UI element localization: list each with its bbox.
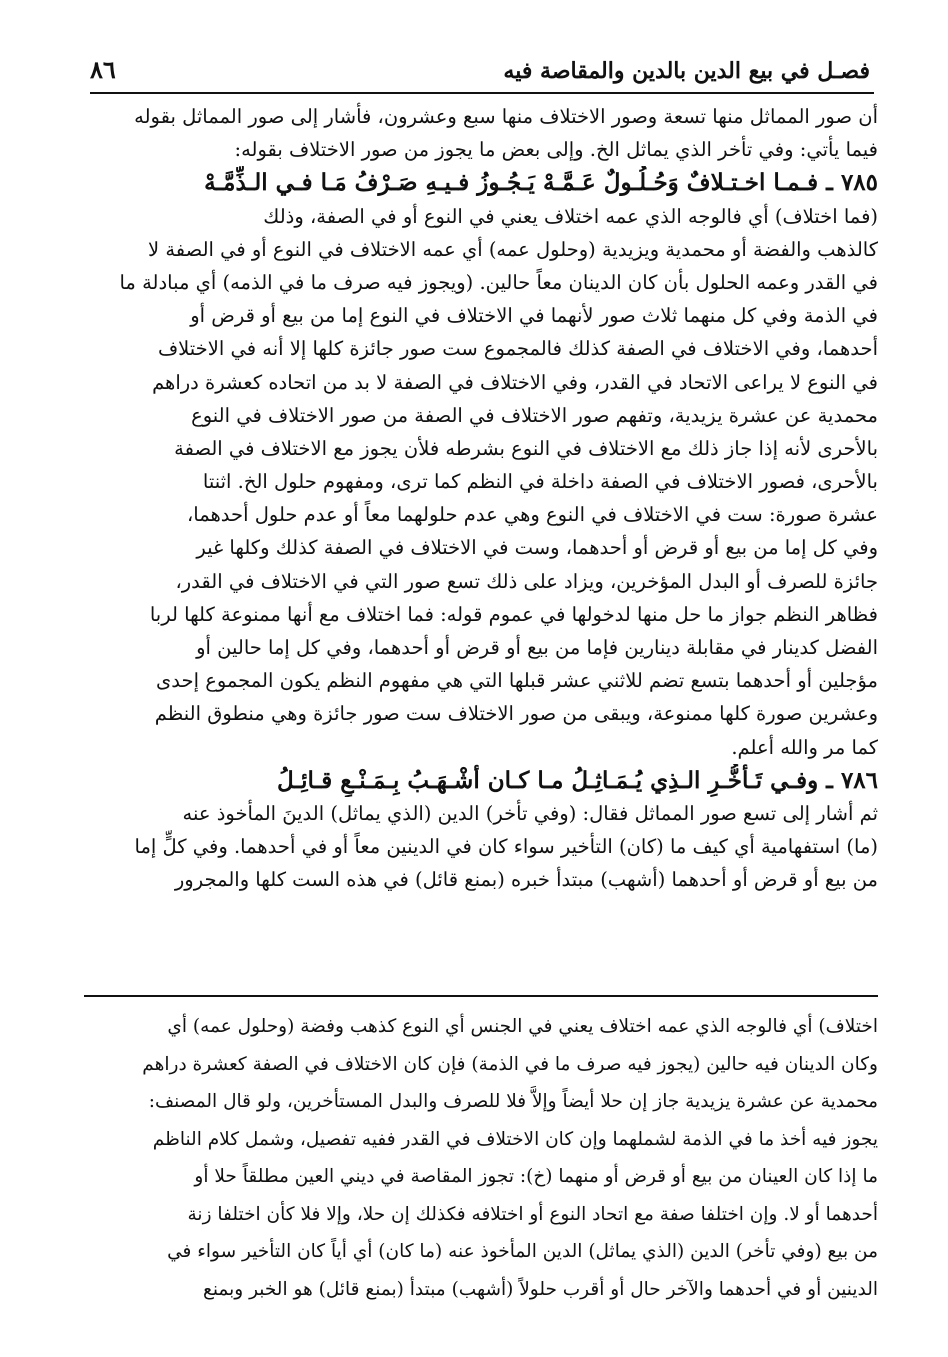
text-line: أحدهما، وفي الاختلاف في الصفة كذلك فالمجموع ست صور جائزة كلها إلا أنه في الاختلاف <box>157 337 878 361</box>
footnote-line: يجوز فيه أخذ ما في الذمة لشملهما وإن كان الاختلاف في القدر ففيه تفصيل، وشمل كلام الناظم <box>152 1128 878 1150</box>
text-line: وعشرين صورة كلها ممنوعة، ويبقى من صور الاختلاف ست صور جائزة وهي منطوق النظم <box>154 702 878 726</box>
footnote-line: محمدية عن عشرة يزيدية جاز إن حلا أيضاً وإلاَّ فلا للصرف والبدل المستأخرين، ولو قال المصنف: <box>148 1091 878 1112</box>
text-line: بالأحرى لأنه إذا جاز ذلك مع الاختلاف في النوع بشرطه فلأن يجوز مع الاختلاف في الصفة <box>174 436 878 460</box>
verse-line: ٧٨٥ ـ فـمـا اخـتـلافٌ وَحُـلُـولٌ عَـمَّـهْ يَـجُـوزُ فـيـهِ صَـرْفُ مَـا فـي الـذِّمَّـهْ <box>204 169 878 197</box>
text-line: في القدر وعمه الحلول بأن كان الدينان معاً حالين. (ويجوز فيه صرف ما في الذمه) أي مبادلة ما <box>119 270 878 294</box>
text-line: الفضل كدينار في مقابلة دينارين فإما من بيع أو قرض أو أحدهما، وفي كل إما حالين أو <box>196 636 878 659</box>
main-text <box>62 100 878 897</box>
page-number: ٨٦ <box>90 55 116 84</box>
text-line: فظاهر النظم جواز ما حل منها لدخولها في عموم قوله: فما اختلاف مع أنها ممنوعة كلها لربا <box>149 602 878 626</box>
text-line: فيما يأتي: وفي تأخر الذي يماثل الخ. وإلى بعض ما يجوز من صور الاختلاف بقوله: <box>234 138 878 162</box>
text-line: وفي كل إما من بيع أو قرض أو أحدهما، وست في الاختلاف في الصفة كذلك وكلها غير <box>196 536 878 560</box>
footnote-line: أحدهما أو لا. وإن اختلفا صفة مع اتحاد النوع أو اختلافه فكذلك إن حلا، وإلا فلا كأن اختلفا زنة <box>187 1203 878 1225</box>
text-line: جائزة للصرف أو البدل المؤخرين، ويزاد على ذلك تسع صور التي في الاختلاف في القدر، <box>175 569 878 593</box>
text-line: من بيع أو قرض أو أحدهما (أشهب) مبتدأ خبره (بمنع قائل) في هذه الست كلها والمجرور <box>174 868 878 892</box>
text-line: بالأحرى، فصور الاختلاف في الصفة داخلة في النظم كما ترى، ومفهوم حلول الخ. اثنتا <box>202 470 878 494</box>
header-title: فصـل في بيع الدين بالدين والمقاصة فيه <box>503 58 870 84</box>
footnote-line: من بيع (وفي تأخر) الدين (الذي يماثل) الدين المأخوذ عنه (ما كان) أي أياً كان التأخير سواء في <box>167 1241 878 1262</box>
footnote-line: ما إذا كان العينان من بيع أو قرض أو منهما (خ): تجوز المقاصة في ديني العين مطلقاً حلا أو <box>194 1166 878 1187</box>
text-line: ثم أشار إلى تسع صور المماثل فقال: (وفي تأخر) الدين (الذي يماثل) الدينَ المأخوذ عنه <box>182 801 878 825</box>
text-line: في النوع لا يراعى الاتحاد في القدر، وفي الاختلاف في الصفة لا بد من اتحاده كعشرة دراهم <box>152 370 878 394</box>
running-header <box>90 40 870 84</box>
text-line: كما مر والله أعلم. <box>731 735 878 759</box>
header-divider <box>90 92 874 94</box>
text-line: (ما) استفهامية أي كيف ما (كان) التأخير سواء كان في الدينين معاً أو في أحدهما. وفي كلٍّ إما <box>134 835 878 859</box>
footnote-line: الدينين أو في أحدهما والآخر حال أو أقرب حلولاً (أشهب) مبتدأ (بمنع قائل) هو الخبر وبمنع <box>202 1278 878 1300</box>
verse-line: ٧٨٦ ـ وفـي تَـأَخُّـرِ الـذِي يُـمَـاثِـلُ مـا كـان أشْـهَـبُ بِـمَـنْـعٍ قـائِـلُ <box>276 766 878 794</box>
text-line: أن صور المماثل منها تسعة وصور الاختلاف منها سبع وعشرون، فأشار إلى صور المماثل بقوله <box>134 105 878 128</box>
footnote-line: وكان الدينان فيه حالين (يجوز فيه صرف ما في الذمة) فإن كان الاختلاف في الصفة كعشرة دراهم <box>142 1053 878 1075</box>
footnote-line: اختلاف) أي فالوجه الذي عمه اختلاف يعني في الجنس أي النوع كذهب وفضة (وحلول عمه) أي <box>167 1016 878 1037</box>
text-line: (فما اختلاف) أي فالوجه الذي عمه اختلاف يعني في النوع أو في الصفة، وذلك <box>263 204 878 228</box>
text-line: كالذهب والفضة أو محمدية ويزيدية (وحلول عمه) أي عمه الاختلاف في النوع أو في الصفة لا <box>148 237 878 261</box>
text-line: مؤجلين أو أحدهما بتسع تضم للاثني عشر قبلها التي هي مفهوم النظم يكون المجموع إحدى <box>156 669 878 693</box>
text-line: في الذمة وفي كل منهما ثلاث صور لأنهما في الاختلاف في النوع إما من بيع أو قرض أو <box>190 304 878 328</box>
footnotes <box>62 1008 878 1308</box>
text-line: عشرة صورة: ست في الاختلاف في النوع وهي عدم حلولهما معاً أو عدم حلول أحدهما، <box>187 503 878 527</box>
footnote-divider <box>84 995 878 997</box>
text-line: محمدية عن عشرة يزيدية، وتفهم صور الاختلاف في الصفة من صور الاختلاف في النوع <box>191 403 878 427</box>
